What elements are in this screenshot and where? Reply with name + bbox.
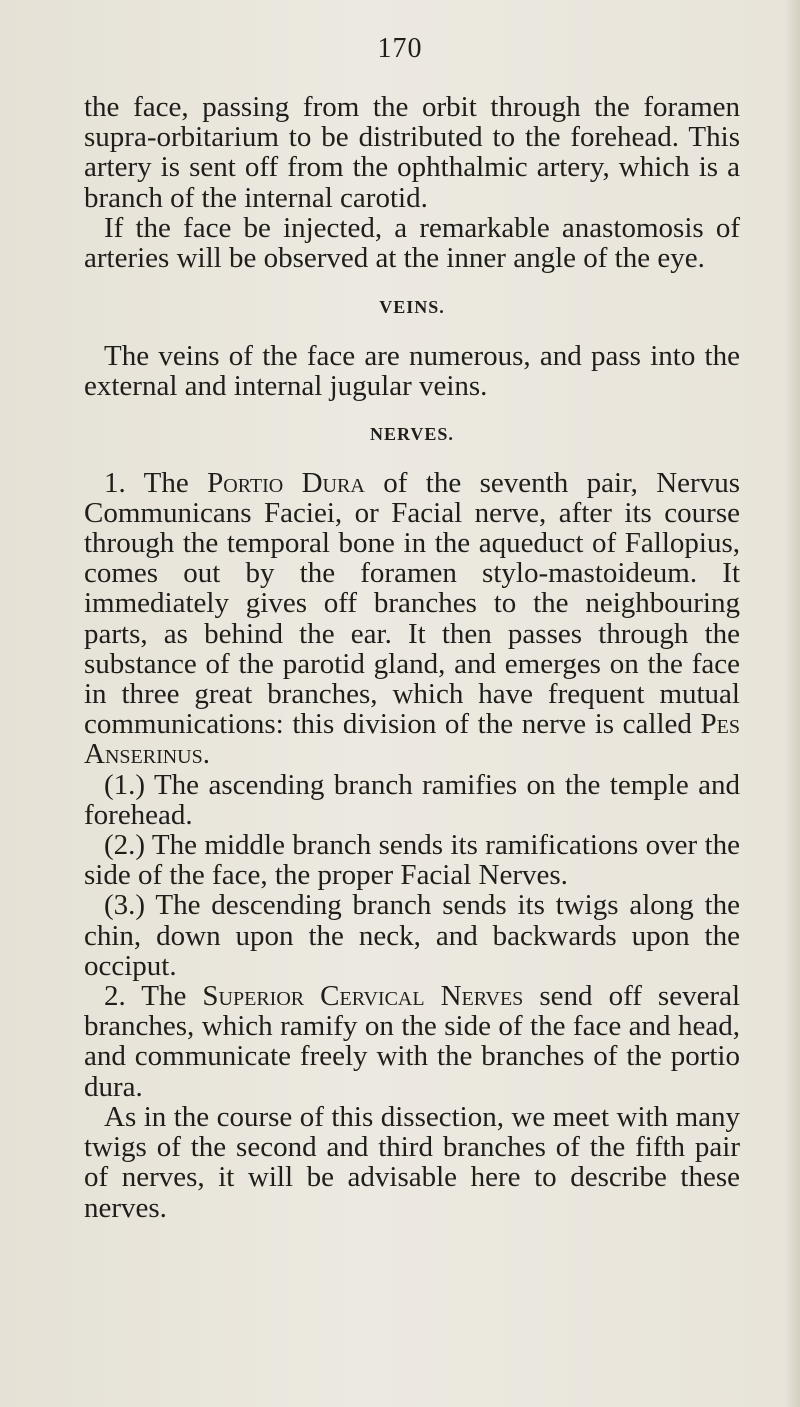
paragraph-ascending-branch: (1.) The ascending branch ramifies on the temple and forehead. — [84, 768, 740, 831]
paragraph-middle-branch: (2.) The middle branch sends its ramifications over the side of the face, the proper Facial Nerves. — [84, 829, 740, 892]
paragraph-anastomosis: If the face be injected, a remarkable anastomosis of arteries will be observed at the inner angle of the eye. — [84, 211, 740, 275]
paragraph-descending-branch: (3.) The descending branch sends its twigs along the chin, down upon the neck, and backwards upon the occiput. — [84, 889, 740, 982]
section-heading-veins: VEINS. — [379, 297, 445, 318]
paragraph-superior-cervical-body: send off several branches, which ramify on the side of the face and head, and communicate freely with the branches of the portio dura. — [84, 980, 741, 1103]
paragraph-portio-dura — [84, 468, 740, 770]
page-number: 170 — [377, 33, 423, 64]
paragraph-veins: The veins of the face are numerous, and pass into the external and internal jugular veins. — [84, 340, 740, 403]
paragraph-arteries-end: the face, passing from the orbit through the foramen supra-orbitarium to be distributed to the forehead. This artery is sent off from the ophthalmic artery, which is a branch of the internal carotid. — [84, 91, 740, 214]
term-pes-anserinus: Pes Anserinus — [84, 708, 740, 771]
term-portio-dura: Portio Dura — [207, 466, 365, 499]
paragraph-fifth-pair: As in the course of this dissection, we meet with many twigs of the second and third branches of the fifth pair of nerves, it will be advisable here to describe these nerves. — [84, 1100, 740, 1224]
paragraph-portio-dura-body: of the seventh pair, Nervus Communicans Faciei, or Facial nerve, after its course through the temporal bone in the aqueduct of Fallopius, comes out by the foramen stylo-mastoideum. It immediately gives off branches to the neighbouring parts, as behind the ear. It then passes through the substance of the parotid gland, and emerges on the face in three great branches, which have frequent mutual communications: this division of the nerve is called — [84, 466, 740, 741]
term-superior-cervical-nerves: Superior Cervical Nerves — [202, 980, 524, 1013]
paragraph-superior-cervical-lead: 2. The — [104, 980, 203, 1013]
page-edge-shadow — [784, 0, 800, 1407]
page-text — [84, 92, 740, 1223]
paragraph-portio-dura-lead: 1. The — [104, 466, 208, 499]
paragraph-portio-dura-end: . — [202, 738, 210, 771]
section-heading-nerves: NERVES. — [370, 423, 454, 444]
paragraph-superior-cervical — [84, 981, 740, 1102]
